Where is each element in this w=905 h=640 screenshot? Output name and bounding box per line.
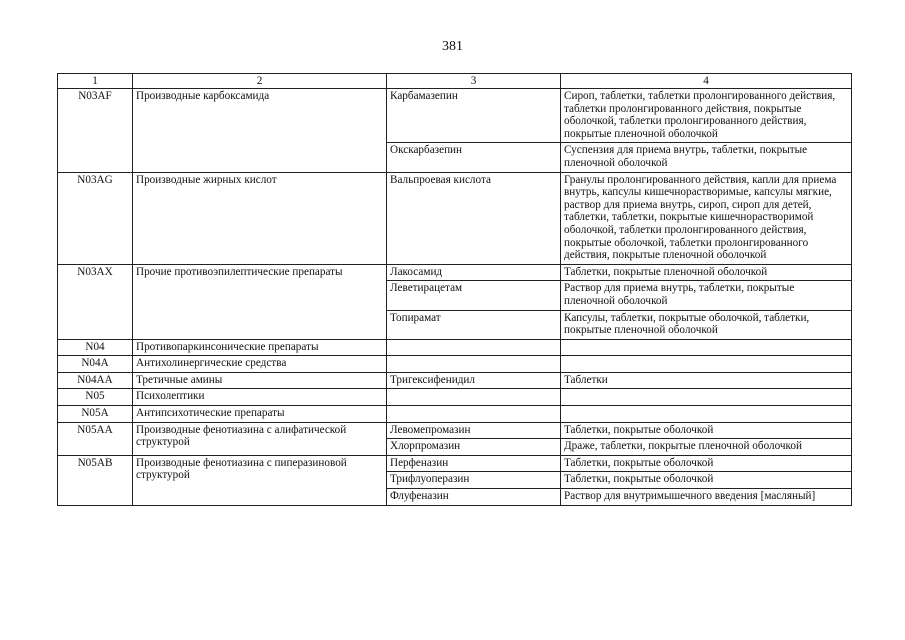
atc-code-cell: N04AA	[58, 372, 133, 389]
group-name-cell: Производные жирных кислот	[133, 172, 387, 264]
table-row	[58, 372, 852, 389]
drug-name-cell	[387, 356, 561, 373]
dosage-forms-cell	[561, 339, 852, 356]
header-cell-4: 4	[561, 74, 852, 89]
table-row	[58, 455, 852, 472]
header-cell-3: 3	[387, 74, 561, 89]
dosage-forms-cell	[561, 406, 852, 423]
atc-code-cell: N05	[58, 389, 133, 406]
header-row	[58, 74, 852, 89]
drug-name-cell: Трифлуоперазин	[387, 472, 561, 489]
drug-name-cell: Окскарбазепин	[387, 143, 561, 172]
table-row	[58, 389, 852, 406]
drug-name-cell: Тригексифенидил	[387, 372, 561, 389]
group-name-cell: Производные фенотиазина с алифатической структурой	[133, 422, 387, 455]
dosage-forms-cell: Драже, таблетки, покрытые пленочной оболочкой	[561, 439, 852, 456]
drug-name-cell	[387, 389, 561, 406]
atc-code-cell: N05AB	[58, 455, 133, 505]
group-name-cell: Третичные амины	[133, 372, 387, 389]
drug-name-cell: Хлорпромазин	[387, 439, 561, 456]
header-cell-2: 2	[133, 74, 387, 89]
drug-name-cell: Карбамазепин	[387, 89, 561, 143]
drug-name-cell	[387, 339, 561, 356]
dosage-forms-cell: Таблетки, покрытые оболочкой	[561, 422, 852, 439]
group-name-cell: Противопаркинсонические препараты	[133, 339, 387, 356]
atc-code-cell: N04	[58, 339, 133, 356]
dosage-forms-cell	[561, 356, 852, 373]
atc-code-cell: N03AG	[58, 172, 133, 264]
table-row	[58, 172, 852, 264]
atc-code-cell: N03AF	[58, 89, 133, 173]
drug-table	[57, 73, 852, 506]
drug-name-cell: Топирамат	[387, 310, 561, 339]
table-row	[58, 339, 852, 356]
dosage-forms-cell	[561, 389, 852, 406]
table-row	[58, 89, 852, 143]
group-name-cell: Антипсихотические препараты	[133, 406, 387, 423]
atc-code-cell: N05A	[58, 406, 133, 423]
header-cell-1: 1	[58, 74, 133, 89]
group-name-cell: Прочие противоэпилептические препараты	[133, 264, 387, 339]
dosage-forms-cell: Таблетки, покрытые оболочкой	[561, 455, 852, 472]
atc-code-cell: N03AX	[58, 264, 133, 339]
dosage-forms-cell: Раствор для приема внутрь, таблетки, покрытые пленочной оболочкой	[561, 281, 852, 310]
drug-name-cell: Лакосамид	[387, 264, 561, 281]
dosage-forms-cell: Капсулы, таблетки, покрытые оболочкой, таблетки, покрытые пленочной оболочкой	[561, 310, 852, 339]
dosage-forms-cell: Таблетки	[561, 372, 852, 389]
table-row	[58, 356, 852, 373]
dosage-forms-cell: Таблетки, покрытые оболочкой	[561, 472, 852, 489]
group-name-cell: Психолептики	[133, 389, 387, 406]
group-name-cell: Антихолинергические средства	[133, 356, 387, 373]
dosage-forms-cell: Сироп, таблетки, таблетки пролонгированного действия, таблетки пролонгированного действия, покрытые оболочкой, таблетки пролонгированного действия, покрытые пленочной оболочкой	[561, 89, 852, 143]
table-row	[58, 406, 852, 423]
group-name-cell: Производные карбоксамида	[133, 89, 387, 173]
dosage-forms-cell: Суспензия для приема внутрь, таблетки, покрытые пленочной оболочкой	[561, 143, 852, 172]
drug-name-cell: Левомепромазин	[387, 422, 561, 439]
dosage-forms-cell: Раствор для внутримышечного введения [масляный]	[561, 489, 852, 506]
dosage-forms-cell: Гранулы пролонгированного действия, капли для приема внутрь, капсулы кишечнорастворимые, капсулы мягкие, раствор для приема внутрь, сироп, сироп для детей, таблетки, таблетки, покрытые кишечнорастворимой оболочкой, таблетки пролонгированного действия, покрытые оболочкой, таблетки пролонгированного действия, покрытые пленочной оболочкой	[561, 172, 852, 264]
table-row	[58, 422, 852, 439]
table-row	[58, 264, 852, 281]
drug-name-cell	[387, 406, 561, 423]
drug-name-cell: Вальпроевая кислота	[387, 172, 561, 264]
drug-name-cell: Перфеназин	[387, 455, 561, 472]
group-name-cell: Производные фенотиазина с пиперазиновой структурой	[133, 455, 387, 505]
drug-name-cell: Леветирацетам	[387, 281, 561, 310]
drug-name-cell: Флуфеназин	[387, 489, 561, 506]
dosage-forms-cell: Таблетки, покрытые пленочной оболочкой	[561, 264, 852, 281]
table-body	[58, 89, 852, 506]
atc-code-cell: N05AA	[58, 422, 133, 455]
atc-code-cell: N04A	[58, 356, 133, 373]
page-number: 381	[442, 39, 463, 54]
